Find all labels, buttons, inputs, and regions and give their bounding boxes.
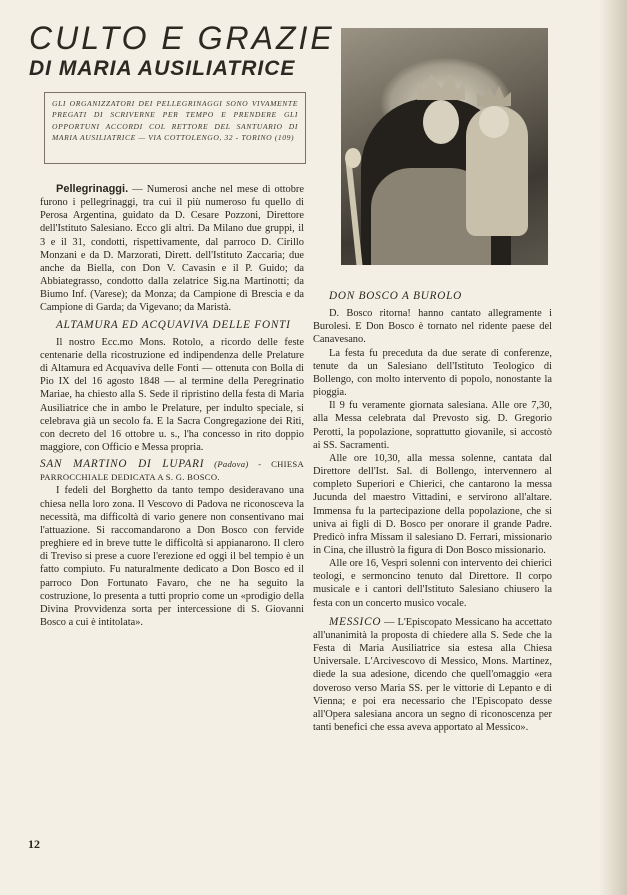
altamura-heading: ALTAMURA ED ACQUAVIVA DELLE FONTI xyxy=(56,318,291,331)
left-column xyxy=(40,183,304,629)
burolo-heading: DON BOSCO A BUROLO xyxy=(329,290,463,302)
pellegrinaggi-paragraph xyxy=(40,183,304,315)
page-title: CULTO E GRAZIE xyxy=(29,20,335,56)
sanmartino-place: (Padova) xyxy=(214,459,249,470)
madonna-with-child-image xyxy=(341,28,548,265)
page-edge-shadow xyxy=(599,0,627,895)
sanmartino-heading: SAN MARTINO DI LUPARI xyxy=(40,458,205,471)
burolo-paragraph-1: D. Bosco ritorna! hanno cantato allegramente i Burolesi. E Don Bosco è tornato nel ridente paese del Canavesano. xyxy=(313,308,552,346)
sanmartino-text: I fedeli del Borghetto da tanto tempo desideravano una chiesa nella loro zona. Il Vescovo di Padova ne riconosceva la necessità, ma difficoltà di vario genere non consentivano mai l'attuazione. Si raccomandarono a Don Bosco con fervide preghiere ed in breve tutte le difficoltà si appianarono. Il clero di Treviso si prese a cuore l'erezione ed oggi il bel tempio è un fatto compiuto. Fu naturalmente dedicato a Don Bosco ed il parroco Don Fortunato Favaro, che ne ha seguito la costruzione, lo presenta a tutti proprio come un «prodigio della Divina Provvidenza sorta per intercessione di S. Giovanni Bosco a cui è intitolata». xyxy=(40,485,304,628)
right-column xyxy=(313,290,552,734)
messico-text: — L'Episcopato Messicano ha accettato all'unanimità la proposta di chiedere alla S. Sede che la Festa di Maria Ausiliatrice sia estesa alla Chiesa Universale. L'Arcivescovo di Messico, Mons. Martinez, diede la sua adesione, dicendo che quell'omaggio «era doveroso verso Maria SS. per le vittorie di Lepanto e di Vienna; e poi era necessario che l'Episcopato desse all'Opera salesiana ancora un segno di riconoscenza per tanti benefici che essa aveva apportato al Messico». xyxy=(313,616,552,733)
burolo-paragraph-4: Alle ore 10,30, alla messa solenne, cantata dal Direttore dell'Ist. Sal. di Bollengo, intervennero al completo Superiori e Chierici, che cantarono la messa Jucunda del maestro Vittadini, e servirono all'altare. Immensa fu la partecipazione della popolazione, che si univa ai figli di D. Bosco per onorare il grande Padre. Predicò infra Missam il salesiano D. Ferrari, missionario in Cina, che illustrò la figura di Don Bosco missionario. xyxy=(313,452,552,556)
burolo-paragraph-3: Il 9 fu veramente giornata salesiana. Alle ore 7,30, alla Messa celebrata dal Prevosto sig. D. Gregorio Perotti, la popolazione, soprattutto giovanile, si accostò ai SS. Sacramenti. xyxy=(313,400,552,451)
pellegrinaggi-heading: Pellegrinaggi. xyxy=(56,183,129,195)
pellegrinaggi-text: — Numerosi anche nel mese di ottobre furono i pellegrinaggi, tra cui il più numeroso fu quello di Perosa Argentina, guidato da D. Cesare Pozzoni, Direttore dell'Istituto Salesiano. Ecco gli altri. Da Milano due gruppi, il 3 e il 31, condotti, rispettivamente, dal parroco D. Cirillo Monzani e da D. Marzorati, Dirett. dell'Istituto Zaccaria; due anche da Biella, con Don V. Cavasin e il P. Guido; da Abbiategrasso, condotto dalla zelatrice Sig.na Martinotti; da Biumo Inf. (Varese); da Monza; da Campione di Brescia e da Campione di Garda; da Vigevano; da Maristà. xyxy=(40,184,304,314)
pilgrimage-notice-box: GLI ORGANIZZATORI DEI PELLEGRINAGGI SONO VIVAMENTE PREGATI DI SCRIVERNE PER TEMPO E PRENDERE GLI OPPORTUNI ACCORDI COL RETTORE DEL SANTUARIO DI MARIA AUSILIATRICE — VIA COTTOLENGO, 32 - TORINO (109) xyxy=(44,92,306,164)
sanmartino-subheading: - CHIESA PARROCCHIALE DEDICATA A S. G. BOSCO. xyxy=(40,459,304,483)
sanmartino-heading-line xyxy=(40,458,304,484)
messico-paragraph xyxy=(313,616,552,734)
page-subtitle: DI MARIA AUSILIATRICE xyxy=(29,57,296,80)
burolo-paragraph-2: La festa fu preceduta da due serate di conferenze, tenute da un Salesiano dell'Istituto Teologico di Bollengo, con molto intervento di popolo, nonostante la pioggia. xyxy=(313,347,552,399)
messico-heading: MESSICO xyxy=(329,615,382,628)
burolo-paragraph-5: Alle ore 16, Vespri solenni con intervento dei chierici teologi, e sermoncino tenuto dal Direttore. Il corpo musicale e i cantori dell'Istituto Salesiano chiusero la festa con un concerto musico vocale. xyxy=(313,558,552,609)
altamura-text: Il nostro Ecc.mo Mons. Rotolo, a ricordo delle feste centenarie della ricostruzione ed indipendenza delle Prelature di Altamura ed Acquaviva delle Fonti — ottenuta con Bolla di Pio IX del 16 agosto 1848 — al termine della Peregrinatio Mariae, ha chiesto alla S. Sede il ripristino della festa di Maria Ausiliatrice che in ambo le Prelature, per indulto speciale, si celebrava già un secolo fa. E la Sacra Congregazione dei Riti, con decreto del 16 ottobre u. s., l'ha concesso in rito doppio maggiore, con Officio e Messa propria. xyxy=(40,336,304,453)
page-number: 12 xyxy=(28,837,40,851)
